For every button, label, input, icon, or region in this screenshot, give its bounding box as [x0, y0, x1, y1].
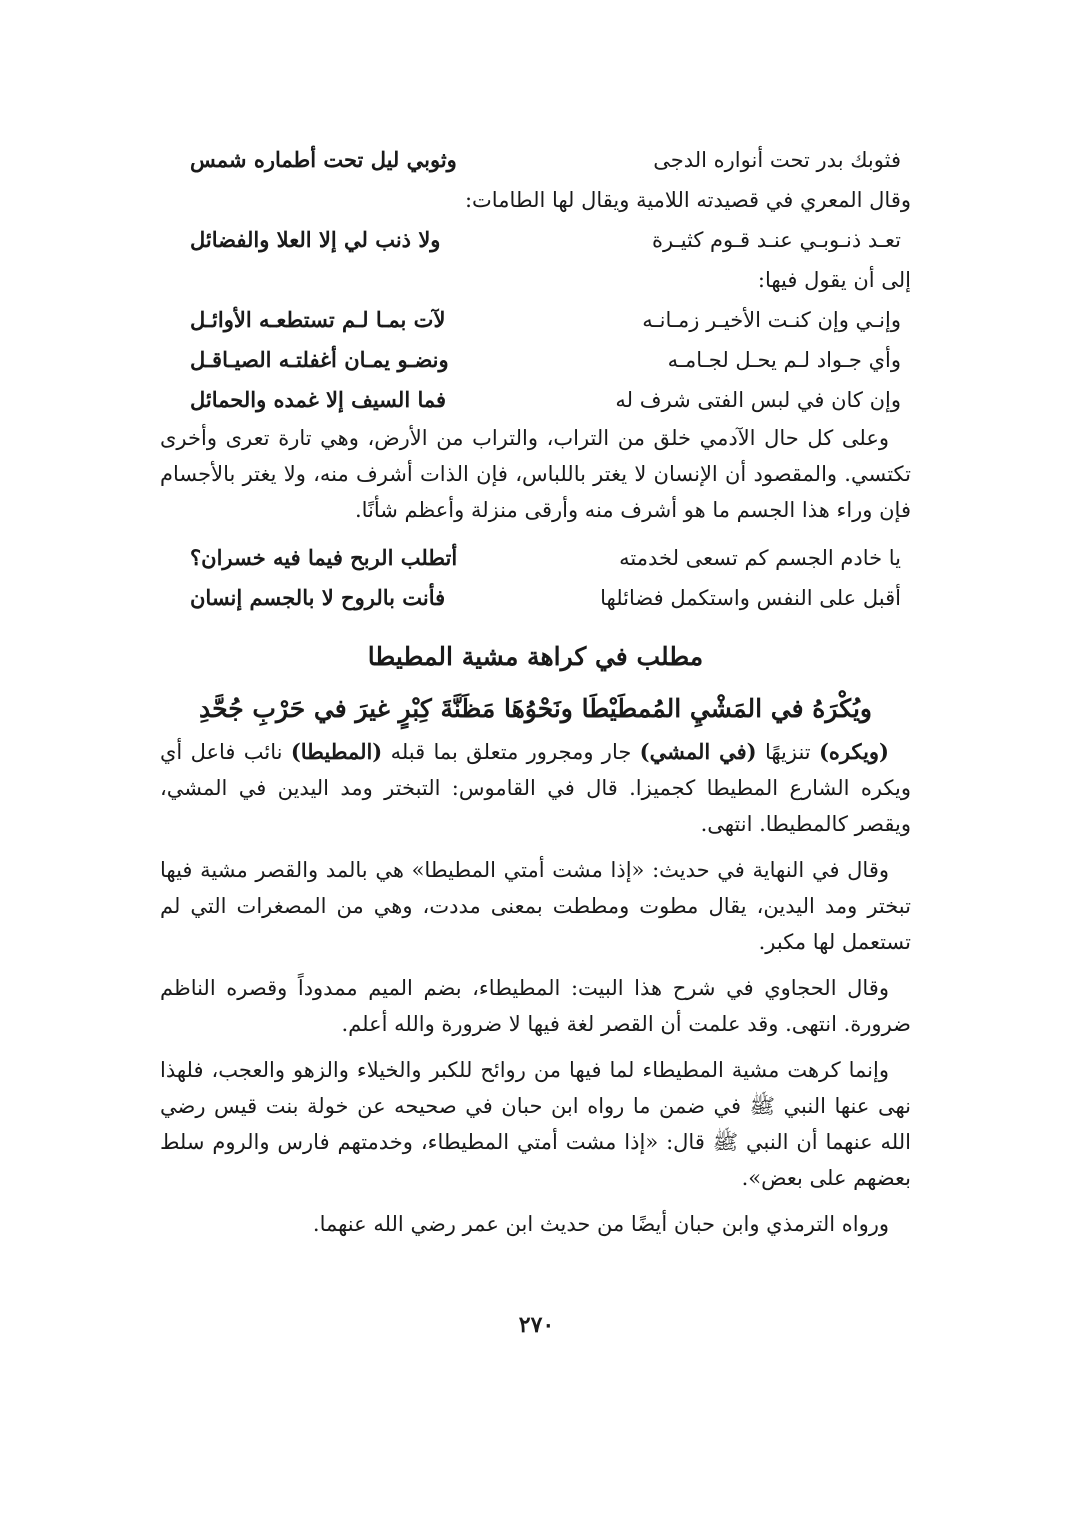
- intro-continuation: إلى أن يقول فيها:: [757, 268, 911, 292]
- hemistich-first: أقبل على النفس واستكمل فضائلها: [600, 586, 901, 610]
- hemistich-second: أتطلب الربح فيما فيه خسران؟: [190, 545, 458, 570]
- text-segment: تنزيهًا: [756, 740, 819, 764]
- text-segment: نائب فاعل أي ويكره الشارع المطيطا كجميزا. قال في القاموس: التبختر ومد اليدين في المشي، ويقصر كالمطيطا. انتهى.: [160, 740, 911, 836]
- hemistich-first: وأي جـواد لـم يحـل لجـامـه: [667, 348, 901, 372]
- paragraph-hajjawi: وقال الحجاوي في شرح هذا البيت: المطيطاء، بضم الميم ممدوداً وقصره الناظم ضرورة. انتهى. وقد علمت أن القصر لغة فيها لا ضرورة والله أعلم.: [160, 976, 911, 1036]
- section-heading: مطلب في كراهة مشية المطيطا: [367, 642, 704, 671]
- paragraph-adami: وعلى كل حال الآدمي خلق من التراب، والتراب من الأرض، وهي تارة تعرى وأخرى تكتسي. والمقصود أن الإنسان لا يغتر باللباس، فإن الذات أشرف منه، ولا يغتر بالأجسام فإن وراء هذا الجسم ما هو أشرف منه وأرقى منزلة وأعظم شأنًا.: [160, 426, 911, 522]
- page-number: ٢٧٠: [518, 1312, 555, 1338]
- spacer: [160, 1042, 911, 1052]
- hemistich-first: يا خادم الجسم كم تسعى لخدمته: [619, 546, 901, 570]
- hemistich-first: فثوبك بدر تحت أنواره الدجى: [653, 148, 901, 172]
- hemistich-second: وثوبي ليل تحت أطماره شمس: [190, 147, 457, 172]
- spacer: [160, 842, 911, 852]
- poem2-verse-1: [190, 220, 901, 260]
- spacer: [160, 1196, 911, 1206]
- hemistich-second: لآت بمـا لـم تستطعـه الأوائـل: [190, 307, 446, 332]
- page-content: [160, 140, 911, 1242]
- text-segment: جار ومجرور متعلق بما قبله: [382, 740, 640, 764]
- spacer: [160, 960, 911, 970]
- poem4-verse-1: [190, 538, 901, 578]
- hemistich-second: فما السيف إلا غمده والحمائل: [190, 387, 447, 412]
- paragraph-tirmidhi: ورواه الترمذي وابن حبان أيضًا من حديث ابن عمر رضي الله عنهما.: [312, 1212, 889, 1236]
- paragraph-nihaya: وقال في النهاية في حديث: «إذا مشت أمتي المطيطا» هي بالمد والقصر مشية فيها تبختر ومد اليدين، يقال مطوت ومططت بمعنى مددت، وهي من المصغرات التي لم تستعمل لها مكبر.: [160, 858, 911, 954]
- term-fil-mashy: (في المشي): [639, 739, 757, 764]
- term-yukrah: (ويكره): [818, 739, 889, 764]
- poem3-verse-2: [190, 340, 901, 380]
- hemistich-second: فأنت بالروح لا بالجسم إنسان: [190, 585, 446, 610]
- matn-verse: ويُكْرَهُ في المَشْيِ المُمطَيْطَا ونَحْوُهَا مَظَنَّةَ كِبْرٍ غيرَ في حَرْبِ جُحَّدِ: [198, 694, 873, 723]
- hemistich-first: تعـد ذنـوبـي عنـد قـوم كثيـرة: [651, 228, 901, 252]
- hemistich-first: وإنـي وإن كنـت الأخيـر زمـانـه: [642, 308, 901, 332]
- hemistich-second: ولا ذنب لي إلا العلا والفضائل: [190, 227, 441, 252]
- poem4-verse-2: [190, 578, 901, 618]
- paragraph-karahat: وإنما كرهت مشية المطيطاء لما فيها من روائح للكبر والخيلاء والزهو والعجب، فلهذا نهى عنها النبي ﷺ في ضمن ما رواه ابن حبان في صحيحه عن خولة بنت قيس رضي الله عنهما أن النبي ﷺ قال: «إذا مشت أمتي المطيطاء، وخدمتهم فارس والروم سلط بعضهم على بعض».: [160, 1058, 911, 1190]
- poem3-verse-1: [190, 300, 901, 340]
- poem1-verse-1: [190, 140, 901, 180]
- spacer: [160, 528, 911, 538]
- term-mutayta: (المطيطا): [290, 739, 383, 764]
- paragraph-commentary: [160, 734, 911, 842]
- hemistich-first: وإن كان في لبس الفتى شرف له: [615, 388, 901, 412]
- poem3-verse-3: [190, 380, 901, 420]
- hemistich-second: ونضـو يمـان أغفلتـه الصيـاقـل: [190, 347, 449, 372]
- intro-maarri: وقال المعري في قصيدته اللامية ويقال لها الطامات:: [464, 188, 911, 212]
